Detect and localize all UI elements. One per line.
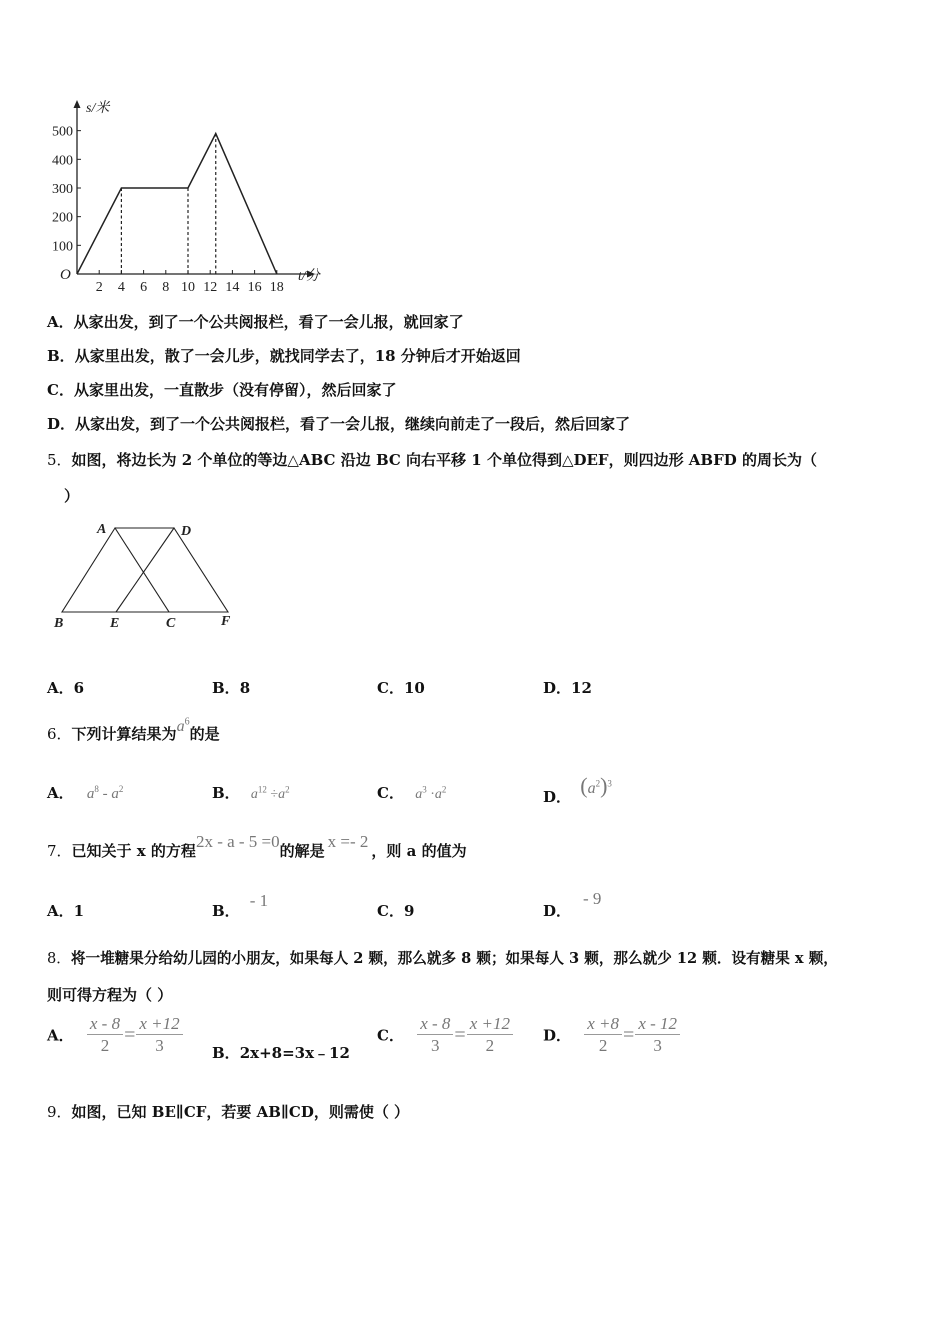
q5-option-d-value: 12	[571, 679, 592, 697]
q6-option-c	[377, 782, 446, 803]
q4-option-d-text: 从家出发，到了一个公共阅报栏，看了一会儿报，继续向前走了一段后，然后回家了	[75, 415, 631, 433]
q8-option-c-expr: $\frac{x - 8}{3}$ = $\frac{x +12}{2}$	[417, 1027, 513, 1043]
q8-option-d-expr: $\frac{x +8}{2}$ = $\frac{x - 12}{3}$	[584, 1027, 680, 1043]
y-tick-labels	[52, 125, 73, 255]
q7-text-after: ，则 a 的值为	[371, 842, 467, 860]
label-f: F	[221, 614, 231, 629]
q7-option-c-value: 9	[403, 902, 415, 920]
q5-option-a-value: 6	[73, 679, 85, 697]
q4-option-c-label: C．	[47, 381, 74, 399]
x-axis-label: t/分	[298, 269, 320, 284]
x-tick-labels	[96, 280, 284, 292]
y-tick-label: 500	[52, 124, 73, 140]
label-c: C	[166, 616, 176, 631]
q7-option-c	[377, 900, 414, 921]
q8-option-a-label: A．	[47, 1026, 74, 1045]
q7-option-a-label: A．	[47, 902, 74, 920]
q8-option-d	[543, 1014, 680, 1057]
q7-option-b	[212, 891, 269, 921]
y-axis-label: s/米	[86, 101, 110, 116]
q9-stem	[47, 1101, 409, 1122]
q4-option-a	[47, 311, 464, 332]
x-tick-label: 12	[203, 280, 218, 292]
q8-option-c-label: C．	[377, 1026, 404, 1045]
q6-option-b-label: B．	[212, 784, 240, 802]
y-tick-label: 300	[52, 181, 73, 197]
q7-option-c-label: C．	[377, 902, 404, 920]
q7-option-d-label: D．	[543, 902, 572, 920]
q5-triangle-figure	[48, 515, 248, 635]
q6-option-a-label: A．	[47, 784, 74, 802]
distance-series-line	[77, 134, 277, 274]
q6-option-c-label: C．	[377, 784, 404, 802]
x-tick-label: 10	[181, 280, 195, 292]
x-tick-label: 16	[247, 280, 262, 292]
q9-number: 9．	[47, 1103, 72, 1121]
q8-option-b-label: B．	[212, 1044, 240, 1062]
q6-option-c-expr: $a^3 \cdot a^2$	[415, 784, 447, 802]
q5-option-d	[543, 677, 592, 698]
label-b: B	[54, 616, 64, 631]
q8-option-d-label: D．	[543, 1026, 572, 1045]
q5-option-b	[212, 677, 250, 698]
q7-option-a	[47, 900, 84, 921]
q6-option-d-label: D．	[543, 788, 572, 806]
q8-number: 8．	[47, 950, 71, 967]
q4-option-b-text: 从家里出发，散了一会儿步，就找同学去了，18 分钟后才开始返回	[74, 347, 521, 365]
q7-option-b-label: B．	[212, 902, 240, 920]
y-axis-arrow	[74, 100, 81, 108]
x-tick-label: 6	[140, 280, 148, 292]
q5-number: 5．	[47, 451, 72, 469]
q5-option-b-label: B．	[212, 679, 240, 697]
q5-stem-cont: ）	[64, 487, 80, 505]
x-tick-label: 18	[269, 280, 284, 292]
q5-option-d-label: D．	[543, 679, 572, 697]
q7-number: 7．	[47, 842, 72, 860]
q5-option-c-value: 10	[403, 679, 425, 697]
label-a: A	[97, 522, 107, 537]
q6-stem	[47, 716, 220, 744]
q4-option-c-text: 从家里出发，一直散步（没有停留），然后回家了	[73, 381, 397, 399]
q7-option-a-value: 1	[73, 902, 85, 920]
q6-option-d	[543, 773, 612, 808]
q8-option-a-expr: $\frac{x - 8}{2}$ = $\frac{x +12}{3}$	[87, 1027, 183, 1043]
distance-time-graph	[30, 92, 340, 292]
q4-option-b-label: B．	[47, 347, 75, 365]
q8-text: 将一堆糖果分给幼儿园的小朋友，如果每人 2 颗，那么就多 8 颗；如果每人 3 颗，那么就少 12 颗．设有糖果 x 颗，	[70, 950, 838, 967]
q8-stem-cont: 则可得方程为（ ）	[47, 986, 173, 1004]
q7-option-d	[543, 889, 602, 921]
y-tick-label: 200	[52, 210, 73, 226]
x-tick-label: 4	[117, 280, 125, 292]
q7-text-before: 已知关于 x 的方程	[71, 842, 196, 860]
origin-label: O	[60, 267, 71, 283]
q6-target: $a^6$	[176, 716, 190, 735]
q6-option-b	[212, 782, 290, 803]
q8-option-b-text: 2x+8=3x﹣12	[239, 1044, 350, 1062]
x-tick-label: 2	[95, 280, 103, 292]
q5-option-c	[377, 677, 425, 698]
q7-option-b-value: - 1	[249, 891, 269, 910]
q5-option-a	[47, 677, 84, 698]
q8-option-b	[212, 1042, 350, 1063]
q4-option-a-text: 从家出发，到了一个公共阅报栏，看了一会儿报，就回家了	[73, 313, 464, 331]
q4-option-d-label: D．	[47, 415, 76, 433]
q8-option-a	[47, 1014, 183, 1057]
y-tick-label: 400	[52, 153, 73, 169]
triangle-abc	[62, 528, 169, 612]
q7-equation: 2x - a - 5 =0	[195, 832, 280, 851]
q5-option-b-value: 8	[239, 679, 251, 697]
q8-option-c	[377, 1014, 513, 1057]
q5-option-c-label: C．	[377, 679, 404, 697]
q6-text-after: 的是	[189, 725, 220, 743]
q6-text-before: 下列计算结果为	[71, 725, 177, 743]
q9-text: 如图，已知 BE∥CF，若要 AB∥CD，则需使（ ）	[71, 1103, 410, 1121]
dashed-lines	[121, 134, 215, 274]
q6-option-a	[47, 782, 123, 803]
q6-option-d-expr: $(a^2)^3$	[580, 773, 612, 798]
q6-option-b-expr: $a^{12} \div a^2$	[250, 784, 290, 802]
x-tick-label: 14	[225, 280, 240, 292]
q5-text: 如图，将边长为 2 个单位的等边△ABC 沿边 BC 向右平移 1 个单位得到△DEF，则四边形 ABFD 的周长为（	[71, 451, 817, 469]
q5-option-a-label: A．	[47, 679, 74, 697]
label-d: D	[181, 524, 192, 539]
q4-option-d	[47, 413, 630, 434]
label-e: E	[110, 616, 120, 631]
q4-option-c	[47, 379, 396, 400]
q6-number: 6．	[47, 725, 72, 743]
q7-text-middle: 的解是	[279, 842, 325, 860]
x-tick-label: 8	[162, 280, 170, 292]
q4-option-a-label: A．	[47, 313, 74, 331]
q7-solution: x =- 2	[327, 832, 369, 851]
q6-option-a-expr: $a^8 - a^2$	[86, 784, 124, 802]
q5-stem	[47, 449, 817, 470]
q7-stem	[47, 832, 467, 861]
triangle-def	[116, 528, 228, 612]
q7-option-d-value: - 9	[583, 889, 602, 908]
y-tick-label: 100	[52, 239, 73, 255]
q4-option-b	[47, 345, 521, 366]
q8-stem	[47, 947, 838, 968]
